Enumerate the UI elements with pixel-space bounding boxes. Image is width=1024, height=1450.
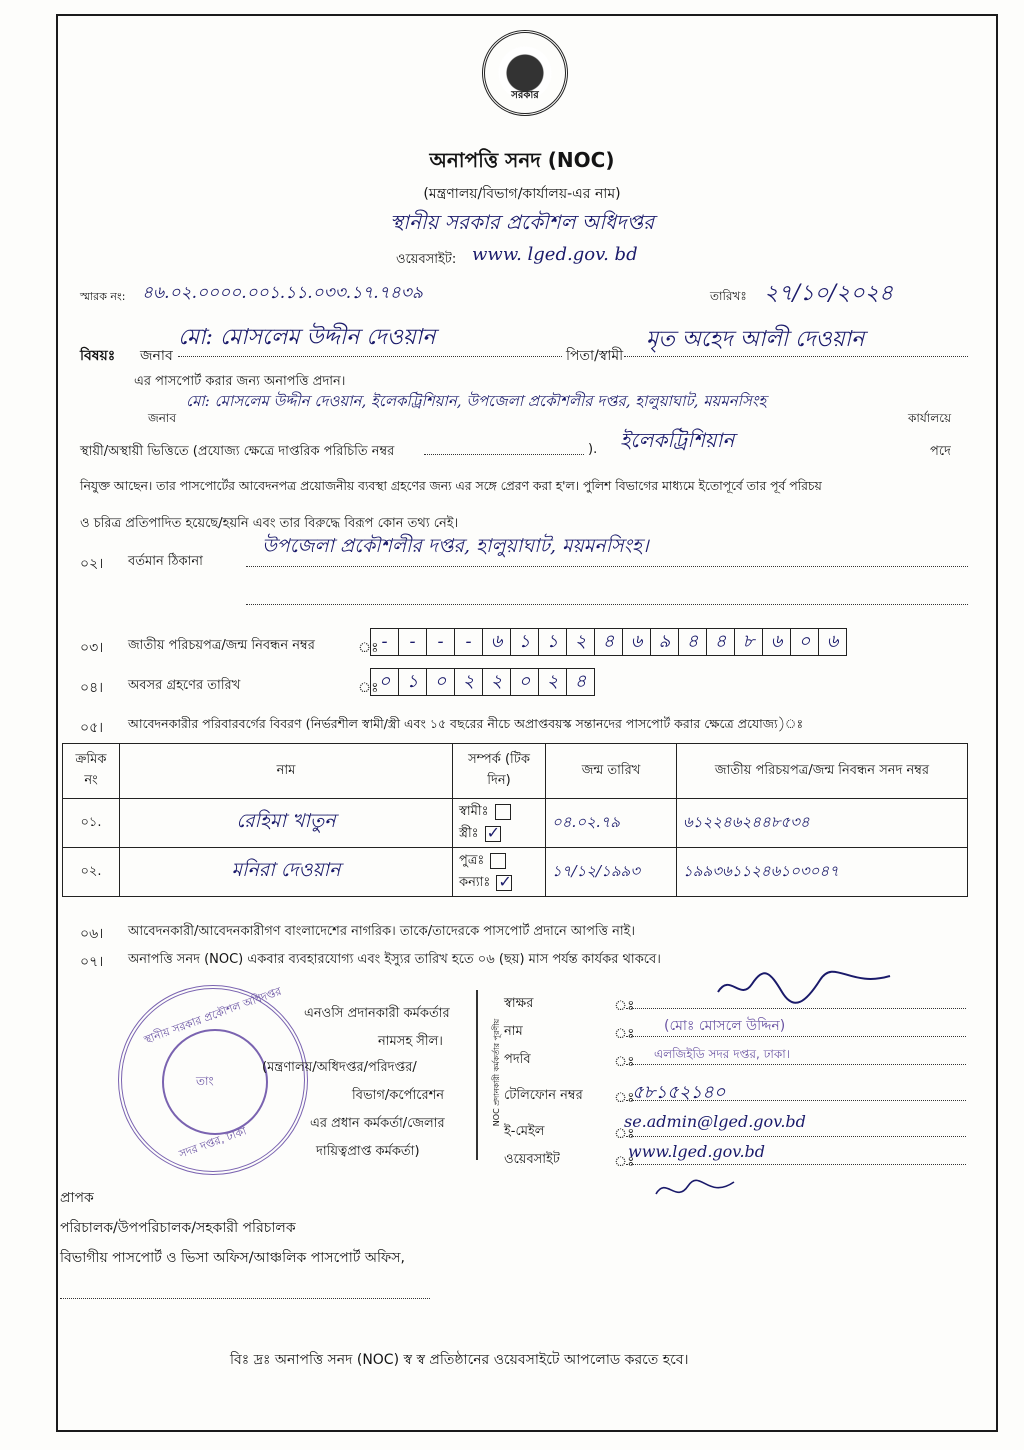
applicant-office: মো: মোসলেম উদ্দীন দেওয়ান, ইলেকট্রিশিয়ান, উপজেলা প্রকৌশলীর দপ্তর, হালুয়াঘাট, ময়মনসিংহ (186, 392, 767, 410)
relation-daughter-label: কন্যাঃ (459, 875, 491, 890)
header-nid: জাতীয় পরিচয়পত্র/জন্ম নিবন্ধন সনদ নম্বর (677, 744, 968, 799)
item-06-number: ০৬। (80, 926, 104, 942)
website-value: www. lged.gov. bd (472, 244, 638, 265)
paragraph-1: নিযুক্ত আছেন। তার পাসপোর্টের আবেদনপত্র প্রয়োজনীয় ব্যবস্থা গ্রহণের জন্য এর সঙ্গে প্রেরণ করা হ'ল। পুলিশ বিভাগের মাধ্যমে ইতোপূর্বে তার পূর্ব পরিচয় (80, 479, 822, 493)
date-label: তারিখঃ (710, 289, 747, 303)
memo-label: স্মারক নং: (80, 290, 126, 303)
office-stamp (118, 985, 308, 1175)
header-relation: সম্পর্ক (টিক দিন) (453, 744, 546, 799)
nid-digit-box: ৪ (595, 629, 623, 655)
nid-digit-box: - (371, 629, 399, 655)
field-web-label: ওয়েবসাইট (504, 1152, 560, 1167)
table-row (63, 848, 968, 897)
row-name: মনিরা দেওয়ান (120, 848, 453, 897)
relation-son-label: পুত্রঃ (459, 853, 485, 868)
retire-digit-box: ০ (511, 669, 539, 695)
officer-signature (710, 962, 900, 1012)
retire-digit-box: ০ (371, 669, 399, 695)
office-name: স্থানীয় সরকার প্রকৌশল অধিদপ্তর (389, 210, 655, 234)
field-email-label: ই-মেইল (504, 1124, 545, 1139)
website-label: ওয়েবসাইট: (396, 252, 457, 267)
recipient-line-1: পরিচালক/উপপরিচালক/সহকারী পরিচালক (60, 1220, 296, 1236)
field-colon: ঃ (614, 1090, 635, 1106)
nid-digit-box: ৬ (826, 631, 839, 652)
stamp-arc-top: স্থানীয় সরকার প্রকৌশল অধিদপ্তর (142, 984, 284, 1047)
date-value: ২৭/১০/২০২৪ (764, 281, 894, 306)
designation-value: ইলেকট্রিশিয়ান (620, 428, 735, 452)
signatory-left-3: (মন্ত্রণালয়/অধিদপ্তর/পরিদপ্তর/ (262, 1060, 417, 1075)
retire-digit-box: ৪ (574, 671, 587, 692)
memo-number: ৪৬.০২.০০০০.০০১.১১.০৩৩.১৭.৭৪৩৯ (142, 283, 423, 303)
wife-checkbox[interactable] (485, 826, 501, 842)
address-label: বর্তমান ঠিকানা (128, 554, 203, 569)
header-name: নাম (120, 744, 453, 799)
husband-checkbox[interactable] (495, 804, 511, 820)
table-header-row (63, 744, 968, 799)
seal-text: সরকার (511, 90, 539, 101)
official-id-dotline (424, 454, 584, 455)
email-dotline (626, 1136, 966, 1137)
family-label: আবেদনকারীর পরিবারবর্গের বিবরণ (নির্ভরশীল স্বামী/স্ত্রী এবং ১৫ বছরের নীচে অপ্রাপ্তবয়স্ক সন্তানদের পাসপোর্ট করার ক্ষেত্রে প্রযোজ্য)ঃ (128, 716, 804, 731)
item-03-number: ০৩। (80, 640, 104, 656)
item-07-number: ০৭। (80, 954, 104, 970)
signatory-left-6: দায়িত্বপ্রাপ্ত কর্মকর্তা) (316, 1144, 420, 1159)
nid-digit-box: ৬ (623, 629, 651, 655)
row-serial: ০১. (63, 799, 120, 848)
field-colon: ঃ (614, 1154, 635, 1170)
nid-label: জাতীয় পরিচয়পত্র/জন্ম নিবন্ধন নম্বর (128, 638, 315, 653)
field-sign-label: স্বাক্ষর (504, 996, 534, 1011)
recipient-line-2: বিভাগীয় পাসপোর্ট ও ভিসা অফিস/আঞ্চলিক পাসপোর্ট অফিস, (60, 1250, 405, 1266)
row-nid: ৬১২২৪৬২৪৪৮৫৩৪ (677, 799, 968, 848)
officer-phone: ৫৮১৫২১৪০ (632, 1082, 726, 1103)
father-label: পিতা/স্বামী (566, 348, 624, 364)
father-dotline (624, 356, 968, 357)
janab-label: জনাব (140, 348, 173, 364)
stamp-center: তাং (196, 1074, 214, 1088)
retire-label: অবসর গ্রহণের তারিখ (128, 678, 241, 693)
row-serial: ০২. (63, 848, 120, 897)
nid-digit-box: - (427, 629, 455, 655)
retire-digit-box: ২ (539, 669, 567, 695)
nid-digit-box: ৬ (483, 629, 511, 655)
officer-designation: এলজিইডি সদর দপ্তর, ঢাকা। (654, 1047, 791, 1061)
nid-digit-boxes (370, 628, 847, 656)
address-value: উপজেলা প্রকৌশলীর দপ্তর, হালুয়াঘাট, ময়মনসিংহ। (262, 535, 649, 557)
nid-digit-box: ০ (791, 629, 819, 655)
paren-close: ). (588, 442, 598, 457)
field-phone-label: টেলিফোন নম্বর (504, 1088, 583, 1103)
pode-label: পদে (930, 444, 951, 459)
row-dob: ১৭/১২/১৯৯৩ (546, 848, 677, 897)
recipient-dotline (60, 1298, 430, 1299)
field-colon: ঃ (614, 1026, 635, 1042)
name-dotline (178, 356, 562, 357)
stamp-arc-bottom: সদর দপ্তর, ঢাকা (177, 1124, 249, 1161)
item-07-text: অনাপত্তি সনদ (NOC) একবার ব্যবহারযোগ্য এবং ইস্যুর তারিখ হতে ০৬ (ছয়) মাস পর্যন্ত কার্যকর থাকবে। (128, 952, 661, 967)
item-04-number: ০৪। (80, 680, 104, 696)
office-suffix: কার্যালয়ে (908, 411, 952, 425)
header-dob: জন্ম তারিখ (546, 744, 677, 799)
footer-note: বিঃ দ্রঃ অনাপত্তি সনদ (NOC) স্ব স্ব প্রতিষ্ঠানের ওয়েবসাইটে আপলোড করতে হবে। (230, 1352, 689, 1368)
signatory-left-5: এর প্রধান কর্মকর্তা/জেলার (310, 1116, 445, 1131)
nid-digit-box: ২ (567, 629, 595, 655)
vertical-divider (476, 990, 492, 1160)
nid-digit-box: - (455, 629, 483, 655)
nid-digit-box: - (399, 629, 427, 655)
phone-dotline (626, 1100, 966, 1101)
signatory-left-4: বিভাগ/কর্পোরেশন (352, 1088, 445, 1103)
nid-digit-box: ৯ (651, 629, 679, 655)
officer-website: www.lged.gov.bd (628, 1142, 766, 1161)
nid-digit-box: ৪ (679, 629, 707, 655)
table-row (63, 799, 968, 848)
government-seal (482, 30, 568, 116)
recipient-label: প্রাপক (60, 1190, 94, 1206)
officer-name: (মোঃ মোসলে উদ্দিন) (664, 1018, 786, 1034)
desig-dotline (626, 1064, 966, 1065)
nid-digit-box: ৬ (763, 629, 791, 655)
retire-digit-boxes (370, 668, 595, 696)
relation-husband-label: স্বামীঃ (459, 804, 489, 819)
field-desig-label: পদবি (504, 1052, 531, 1067)
address-dotline-2 (246, 604, 968, 605)
officer-email: se.admin@lged.gov.bd (624, 1112, 806, 1131)
retire-digit-box: ১ (399, 669, 427, 695)
nid-digit-box: ১ (511, 629, 539, 655)
nid-digit-box: ৪ (707, 629, 735, 655)
retire-digit-box: ২ (483, 669, 511, 695)
row-name: রেহিমা খাতুন (120, 799, 453, 848)
janab2-label: জনাব (148, 411, 177, 425)
web-dotline (626, 1164, 966, 1165)
applicant-name: মো: মোসলেম উদ্দীন দেওয়ান (178, 325, 436, 350)
purpose-line: এর পাসপোর্ট করার জন্য অনাপত্তি প্রদান। (134, 374, 346, 389)
name-dotline (626, 1036, 966, 1037)
nid-digit-box: ১ (539, 629, 567, 655)
item-05-number: ০৫। (80, 720, 104, 736)
permanent-text: স্থায়ী/অস্থায়ী ভিত্তিতে (প্রযোজ্য ক্ষেত্রে দাপ্তরিক পরিচিতি নম্বর (80, 444, 395, 459)
signatory-left-1: এনওসি প্রদানকারী কর্মকর্তার (304, 1006, 450, 1021)
field-name-label: নাম (504, 1024, 523, 1039)
paragraph-2: ও চরিত্র প্রতিপাদিত হয়েছে/হয়নি এবং তার বিরুদ্ধে বিরূপ কোন তথ্য নেই। (80, 516, 459, 531)
document-subtitle: (মন্ত্রণালয়/বিভাগ/কার্যালয়-এর নাম) (423, 186, 621, 202)
initial-signature (650, 1170, 740, 1210)
signatory-left-2: নামসহ সীল। (378, 1034, 443, 1049)
sign-dotline (626, 1008, 966, 1009)
father-name: মৃত অহেদ আলী দেওয়ান (646, 327, 865, 352)
subject-label: বিষয়ঃ (80, 348, 116, 364)
retire-colon: ঃ (358, 680, 379, 696)
row-dob: ০৪.০২.৭৯ (546, 799, 677, 848)
nid-digit-box: ৮ (735, 629, 763, 655)
document-title: অনাপত্তি সনদ (NOC) (429, 148, 615, 172)
item-02-number: ০২। (80, 556, 104, 572)
relation-wife-label: স্ত্রীঃ (459, 826, 479, 841)
son-checkbox[interactable] (490, 853, 506, 869)
row-relation (453, 799, 546, 848)
header-serial: ক্রমিক নং (63, 744, 120, 799)
vertical-note: NOC প্রদানকারী কর্মকর্তার পূরণীয় (492, 1018, 502, 1127)
field-colon: ঃ (614, 1054, 635, 1070)
row-nid: ১৯৯৩৬১১২৪৬১০৩০৪৭ (677, 848, 968, 897)
retire-digit-box: ০ (427, 669, 455, 695)
family-table (62, 743, 968, 897)
nid-colon: ঃ (358, 640, 379, 656)
field-colon: ঃ (614, 998, 635, 1014)
field-colon: ঃ (614, 1126, 635, 1142)
address-dotline-1 (246, 566, 968, 567)
item-06-text: আবেদনকারী/আবেদনকারীগণ বাংলাদেশের নাগরিক। তাকে/তাদেরকে পাসপোর্ট প্রদানে আপত্তি নাই। (128, 924, 636, 939)
daughter-checkbox[interactable] (496, 875, 512, 891)
row-relation (453, 848, 546, 897)
retire-digit-box: ২ (455, 669, 483, 695)
